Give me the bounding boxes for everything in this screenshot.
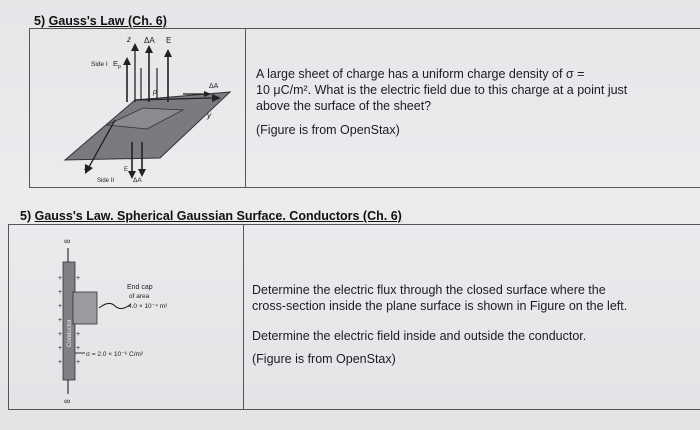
problem2-heading xyxy=(20,209,402,223)
svg-text:+: + xyxy=(58,359,63,366)
problem1-line-3: above the surface of the sheet? xyxy=(256,99,432,113)
svg-text:+: + xyxy=(58,275,63,282)
problem2-title: Gauss's Law. Spherical Gaussian Surface. Conductors (Ch. 6) xyxy=(34,209,402,223)
problem2-figure xyxy=(55,232,240,407)
problem2-divider xyxy=(243,225,244,409)
side-i-label: Side I xyxy=(91,61,108,68)
svg-text:+: + xyxy=(58,345,63,352)
e-bottom-label: E xyxy=(124,167,129,173)
problem1-source: (Figure is from OpenStax) xyxy=(256,123,400,137)
z-label: z xyxy=(127,35,131,44)
problem1-text xyxy=(256,66,696,138)
infinity-top-label: ∞ xyxy=(64,236,71,246)
gaussian-cylinder xyxy=(73,292,97,324)
problem2-line-2: cross-section inside the plane surface is shown in Figure on the left. xyxy=(252,299,628,313)
svg-text:+: + xyxy=(58,289,63,296)
e-p-label: $E_p$ xyxy=(113,59,121,70)
problem1-heading xyxy=(34,14,167,28)
end-cap-label-2: of area xyxy=(129,293,150,300)
svg-text:+: + xyxy=(58,317,63,324)
problem2-number: 5) xyxy=(20,209,32,223)
svg-text:+: + xyxy=(58,331,63,338)
y-label: y xyxy=(207,111,211,120)
infinity-bottom-label: ∞ xyxy=(64,396,71,406)
problem2-source: (Figure is from OpenStax) xyxy=(252,352,396,366)
conductor-label: Conductor xyxy=(67,319,73,347)
end-cap-label-1: End cap xyxy=(127,284,153,291)
problem2-line-3: Determine the electric field inside and outside the conductor. xyxy=(252,329,587,343)
delta-a-top-label: ΔA xyxy=(144,36,155,45)
problem1-title: Gauss's Law (Ch. 6) xyxy=(48,14,167,28)
p-label: p xyxy=(153,89,157,96)
end-cap-label-3: 4.0 × 10⁻⁴ m² xyxy=(128,303,168,310)
delta-a-bottom-label: ΔA xyxy=(133,177,142,184)
problem1-number: 5) xyxy=(34,14,46,28)
end-cap-pointer xyxy=(99,303,131,308)
svg-text:+: + xyxy=(76,331,81,338)
problem1-figure xyxy=(55,30,240,185)
svg-text:+: + xyxy=(76,345,81,352)
problem2-line-1: Determine the electric flux through the closed surface where the xyxy=(252,283,606,297)
delta-a-right-label: ΔA xyxy=(209,83,219,90)
problem1-line-2: 10 μC/m². What is the electric field due to this charge at a point just xyxy=(256,83,628,97)
problem2-text xyxy=(252,282,697,367)
problem1-divider xyxy=(245,29,246,187)
svg-text:+: + xyxy=(76,275,81,282)
svg-text:+: + xyxy=(58,303,63,310)
side-ii-label: Side II xyxy=(97,178,115,184)
sigma-label: σ = 2.0 × 10⁻⁶ C/m² xyxy=(86,351,144,358)
problem1-line-1: A large sheet of charge has a uniform charge density of σ = xyxy=(256,67,585,81)
svg-text:+: + xyxy=(76,359,81,366)
x-label: x xyxy=(84,163,88,172)
e-top-label: E xyxy=(166,36,172,45)
